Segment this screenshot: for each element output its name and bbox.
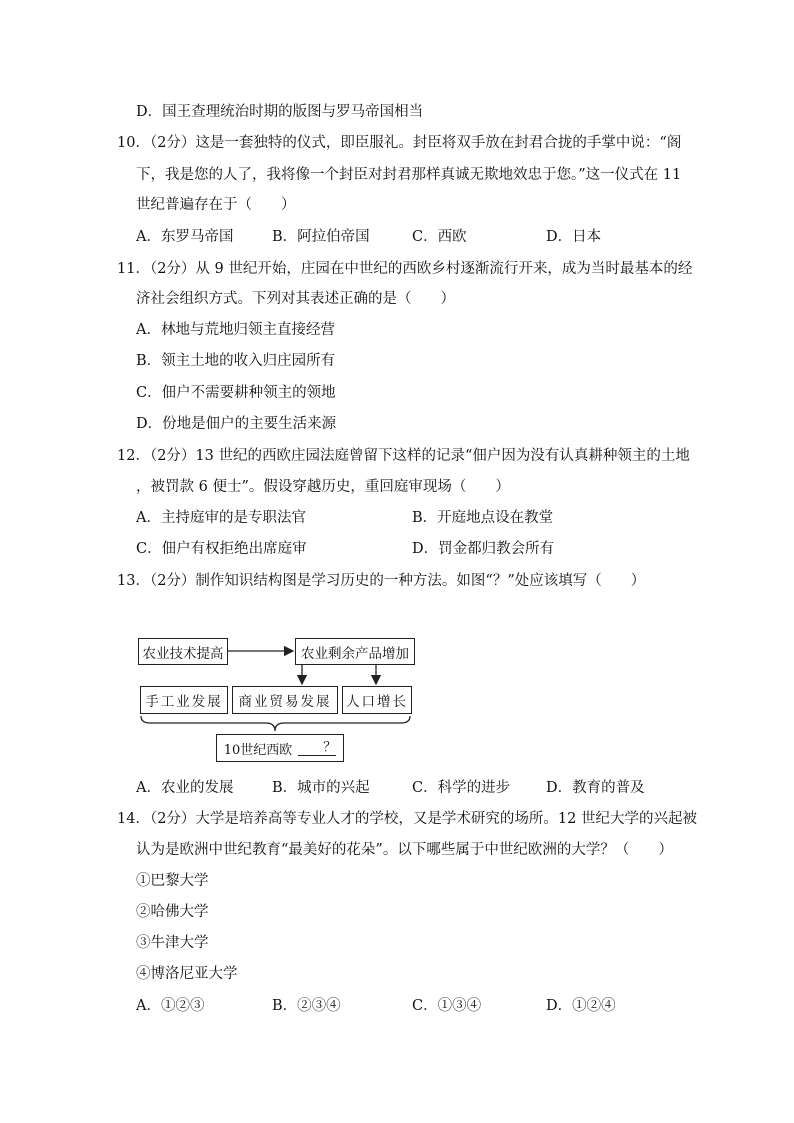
- result-blank: ？: [298, 741, 336, 756]
- q10-option-c: C．西欧: [412, 229, 467, 245]
- box-result: [216, 734, 344, 762]
- q14-option-a: A．①②③: [136, 998, 205, 1014]
- grouping-brace: [141, 716, 410, 731]
- q10-stem-line-3: 世纪普遍存在于（ ）: [136, 197, 296, 213]
- q10-stem-line-2: 下，我是您的人了，我将像一个封臣对封君那样真诚无欺地效忠于您。”这一仪式在 11: [136, 167, 682, 183]
- box-agricultural-technology: 农业技术提高: [138, 638, 228, 665]
- q14-item-1: ①巴黎大学: [136, 873, 209, 889]
- q14-stem-line-1: 14．（2分）大学是培养高等专业人才的学校，又是学术研究的场所。12 世纪大学的兴起被: [117, 811, 697, 827]
- q13-option-c: C．科学的进步: [412, 780, 511, 796]
- q12-option-d: D．罚金都归教会所有: [412, 541, 555, 557]
- q12-option-b: B．开庭地点设在教堂: [412, 510, 554, 526]
- q11-stem-line-2: 济社会组织方式。下列对其表述正确的是（ ）: [136, 291, 455, 307]
- q14-stem-line-2: 认为是欧洲中世纪教育“最美好的花朵”。以下哪些属于中世纪欧洲的大学？（ ）: [136, 842, 673, 858]
- q14-option-c: C．①③④: [412, 998, 482, 1014]
- q14-item-2: ②哈佛大学: [136, 904, 209, 920]
- q14-option-b: B．②③④: [272, 998, 341, 1014]
- q10-option-a: A．东罗马帝国: [136, 229, 234, 245]
- box-population-growth: 人口增长: [342, 686, 412, 714]
- q12-stem-line-2: ，被罚款 6 便士”。假设穿越历史，重回庭审现场（ ）: [136, 479, 510, 495]
- result-prefix: 10世纪西欧: [223, 742, 293, 758]
- q13-option-b: B．城市的兴起: [272, 780, 370, 796]
- q13-option-d: D．教育的普及: [546, 780, 645, 796]
- q12-stem-line-1: 12．（2分）13 世纪的西欧庄园法庭曾留下这样的记录“佃户因为没有认真耕种领主的土地: [117, 448, 690, 464]
- q14-item-4: ④博洛尼亚大学: [136, 966, 238, 982]
- box-commerce-trade: 商业贸易发展: [232, 686, 338, 714]
- q12-option-c: C．佃户有权拒绝出席庭审: [136, 541, 307, 557]
- q13-stem: 13．（2分）制作知识结构图是学习历史的一种方法。如图“？”处应该填写（ ）: [117, 573, 646, 589]
- q11-option-d: D．份地是佃户的主要生活来源: [136, 416, 337, 432]
- box-agricultural-surplus: 农业剩余产品增加: [295, 638, 415, 665]
- q13-option-a: A．农业的发展: [136, 780, 234, 796]
- q12-option-a: A．主持庭审的是专职法官: [136, 510, 306, 526]
- q10-option-d: D．日本: [546, 229, 602, 245]
- box-handicraft: 手工业发展: [140, 686, 228, 714]
- q11-stem-line-1: 11．（2分）从 9 世纪开始，庄园在中世纪的西欧乡村逐渐流行开来，成为当时最基本的经: [117, 261, 693, 277]
- q10-stem-line-1: 10．（2分）这是一套独特的仪式，即臣服礼。封臣将双手放在封君合拢的手掌中说：“阁: [117, 135, 682, 151]
- q14-item-3: ③牛津大学: [136, 935, 209, 951]
- q10-option-b: B．阿拉伯帝国: [272, 229, 370, 245]
- q9-option-d: D．国王查理统治时期的版图与罗马帝国相当: [136, 104, 424, 120]
- q11-option-b: B．领主土地的收入归庄园所有: [136, 353, 336, 369]
- q11-option-a: A．林地与荒地归领主直接经营: [136, 322, 335, 338]
- q14-option-d: D．①②④: [546, 998, 616, 1014]
- q11-option-c: C．佃户不需要耕种领主的领地: [136, 385, 336, 401]
